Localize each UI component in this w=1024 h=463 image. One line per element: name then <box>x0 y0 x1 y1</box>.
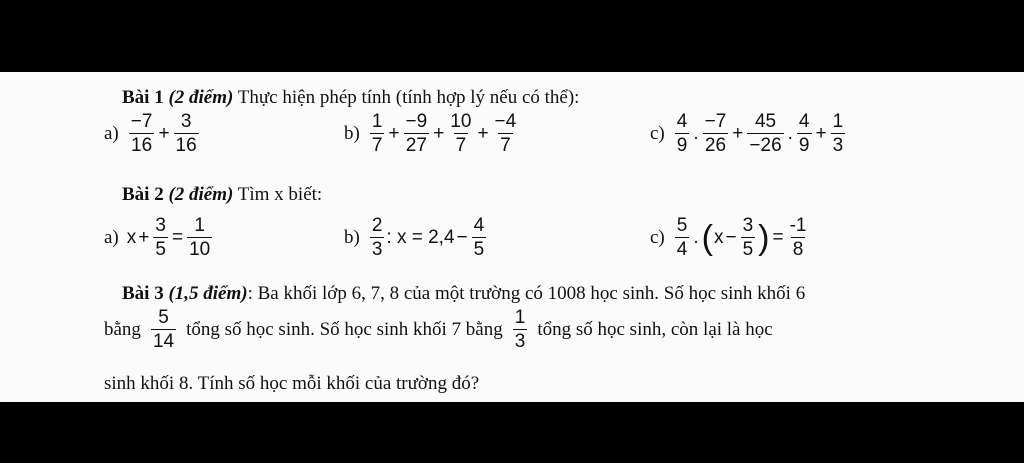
operator: + <box>732 122 744 144</box>
fraction: $\frac{3}{5}$ <box>155 215 166 260</box>
bai1-b-label: b) <box>344 122 360 144</box>
bai1-a-label: a) <box>104 122 119 144</box>
bai3-text: tổng số học sinh. Số học sinh khối 7 bằng <box>186 318 503 340</box>
operator: + <box>433 122 445 144</box>
fraction: $\frac{-9}{27}$ <box>405 111 428 156</box>
bai3-line3: sinh khối 8. Tính số học mỗi khối của trường đó? <box>104 373 480 394</box>
operator: . <box>693 226 699 248</box>
bai2-heading <box>122 185 322 204</box>
bai2-instruction: Tìm x biết: <box>233 184 323 205</box>
fraction: $\frac{-1}{8}$ <box>789 215 807 260</box>
bai3-text: bằng <box>104 318 141 340</box>
fraction: $\frac{4}{5}$ <box>473 215 485 260</box>
left-paren: ( <box>701 218 713 257</box>
bai2-a <box>104 216 214 259</box>
operator: + <box>815 122 827 144</box>
bai1-a <box>104 112 201 155</box>
bai1-points: (2 điểm) <box>168 87 234 108</box>
fraction: $\frac{5}{14}$ <box>152 307 175 352</box>
bai3-line1 <box>122 284 805 303</box>
fraction: $\frac{-7}{16}$ <box>130 111 153 156</box>
operator: . <box>693 122 699 144</box>
bai3-line2 <box>104 308 773 351</box>
fraction: $\frac{45}{-26}$ <box>749 111 782 156</box>
bai2-title: Bài 2 <box>122 184 164 205</box>
bai3-text: tổng số học sinh, còn lại là học <box>537 318 773 340</box>
variable-x: x <box>126 226 137 248</box>
bai2-c-label: c) <box>650 226 665 248</box>
fraction: $\frac{10}{7}$ <box>450 111 472 156</box>
fraction: $\frac{1}{10}$ <box>189 215 211 260</box>
bai3-text-line1: : Ba khối lớp 6, 7, 8 của một trường có 1008 học sinh. Số học sinh khối 6 <box>247 283 806 304</box>
fraction: $\frac{-4}{7}$ <box>494 111 517 156</box>
operator: − <box>456 226 468 248</box>
equals-sign: = <box>772 226 784 248</box>
fraction: $\frac{1}{3}$ <box>514 307 526 352</box>
operator: . <box>787 122 793 144</box>
fraction: $\frac{1}{7}$ <box>371 111 383 156</box>
bai3-title: Bài 3 <box>122 283 164 304</box>
operator: + <box>138 226 150 248</box>
fraction: $\frac{3}{16}$ <box>175 111 197 156</box>
fraction: $\frac{2}{3}$ <box>371 215 383 260</box>
bai1-b <box>344 112 520 155</box>
expression-text: : x = 2,4 <box>386 226 455 248</box>
variable-x: x <box>713 226 724 248</box>
fraction: $\frac{4}{9}$ <box>798 111 810 156</box>
bai1-instruction: Thực hiện phép tính (tính hợp lý nếu có thể): <box>233 87 580 108</box>
bai2-c <box>650 216 810 259</box>
fraction: $\frac{-7}{26}$ <box>704 111 727 156</box>
bai2-points: (2 điểm) <box>168 184 234 205</box>
bai2-b-label: b) <box>344 226 360 248</box>
right-paren: ) <box>758 218 770 257</box>
bai1-c-label: c) <box>650 122 665 144</box>
operator: − <box>725 226 737 248</box>
bai2-a-label: a) <box>104 226 119 248</box>
operator: + <box>158 122 170 144</box>
fraction: $\frac{1}{3}$ <box>832 111 844 156</box>
bai1-heading <box>122 88 579 107</box>
operator: + <box>388 122 400 144</box>
fraction: $\frac{4}{9}$ <box>676 111 688 156</box>
operator: + <box>477 122 489 144</box>
bai2-b <box>344 216 488 259</box>
fraction: $\frac{3}{5}$ <box>742 215 754 260</box>
equals-sign: = <box>171 226 184 248</box>
worksheet-page <box>0 72 1024 402</box>
bai1-c <box>650 112 847 155</box>
fraction: $\frac{5}{4}$ <box>676 215 688 260</box>
bai1-title: Bài 1 <box>122 87 164 108</box>
bai3-points: (1,5 điểm) <box>168 283 248 304</box>
